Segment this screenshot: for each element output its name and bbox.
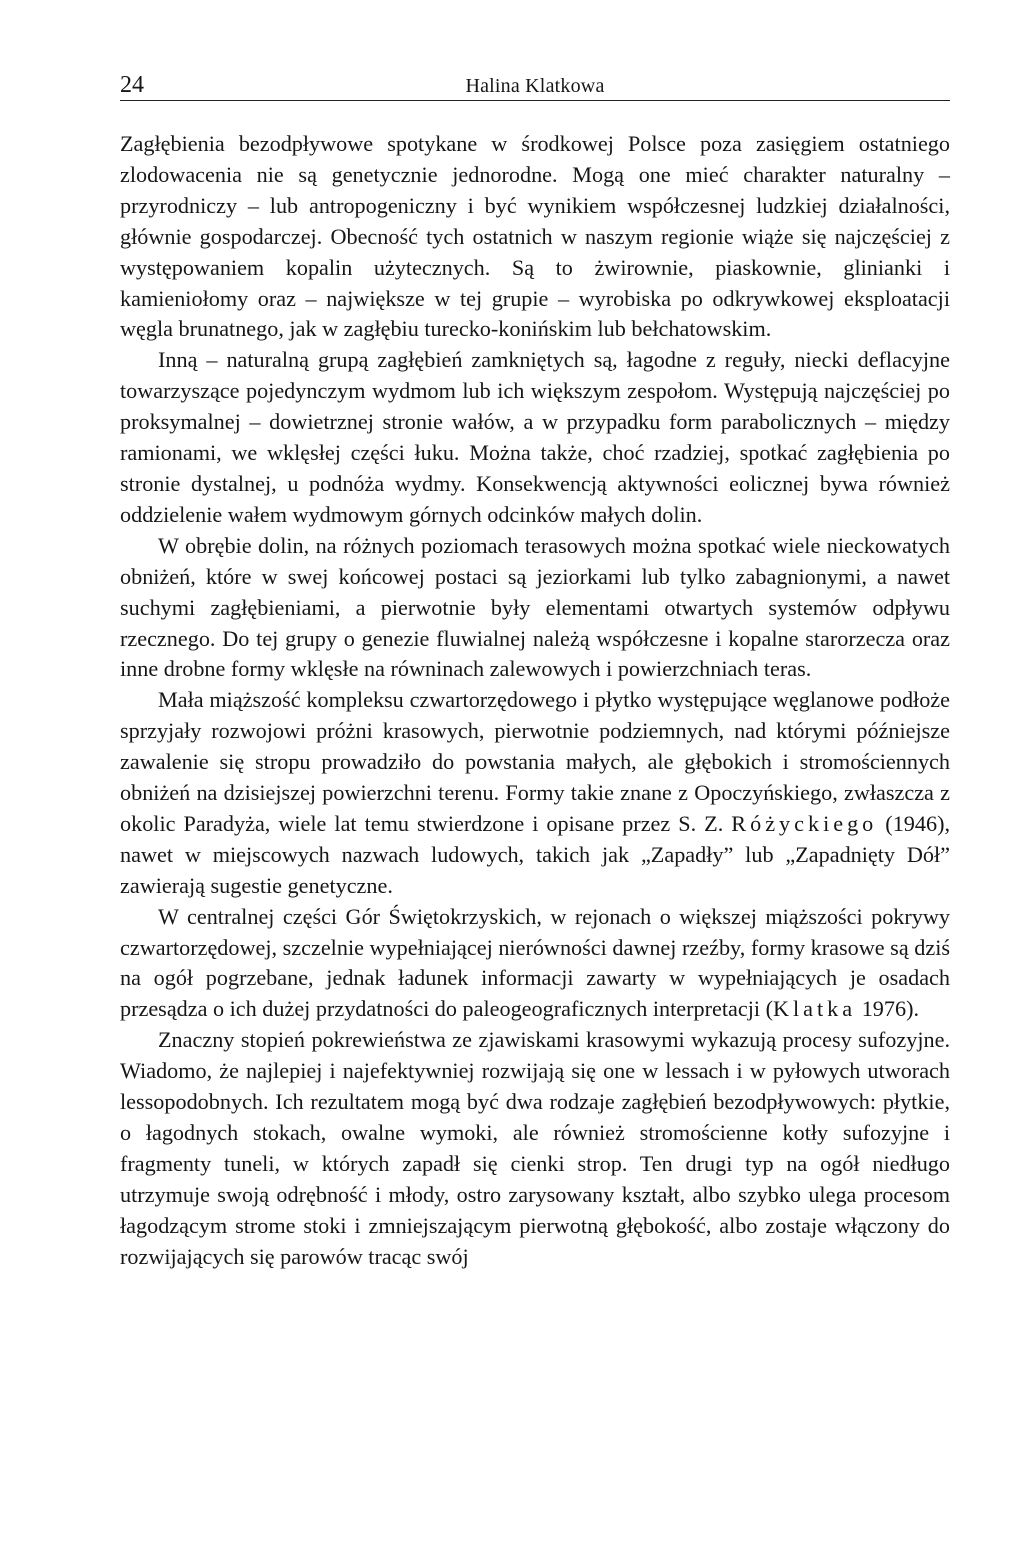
paragraph-text: Znaczny stopień pokrewieństwa ze zjawiskami krasowymi wykazują procesy sufozyjne. Wiadomo, że najlepiej i najefektywniej rozwijają się one w lessach i w pyłowych utworach lessopodobnych. Ich rezultatem mogą być dwa rodzaje zagłębień bezodpływowych: płytkie, o łagodnych stokach, owalne wymoki, ale również stromościenne kotły sufozyjne i fragmenty tuneli, w których zapadł się cienki strop. Ten drugi typ na ogół niedługo utrzymuje swoją odrębność i młody, ostro zarysowany kształt, albo szybko ulega procesom łagodzącym strome stoki i zmniejszającym pierwotną głębokość, albo zostaje włączony do rozwijających się parowów tracąc swój xyxy=(120,1027,950,1269)
paragraph-text: W centralnej części Gór Świętokrzyskich, w rejonach o większej miąższości pokrywy czwartorzędowej, szczelnie wypełniającej nierówności dawnej rzeźby, formy krasowe są dziś na ogół pogrzebane, jednak ładunek informacji zawarty w wypełniających je osadach przesądza o ich dużej przydatności do paleogeograficznych interpretacji ( xyxy=(120,903,950,1022)
page-header xyxy=(120,66,950,101)
paragraph-text: Zagłębienia bezodpływowe spotykane w środkowej Polsce poza zasięgiem ostatniego zlodowacenia nie są genetycznie jednorodne. Mogą one mieć charakter naturalny – przyrodniczy – lub antropogeniczny i być wynikiem współczesnej ludzkiej działalności, głównie gospodarczej. Obecność tych ostatnich w naszym regionie wiąże się najczęściej z występowaniem kopalin użytecznych. Są to żwirownie, piaskownie, glinianki i kamieniołomy oraz – największe w tej grupie – wyrobiska po odkrywkowej eksploatacji węgla brunatnego, jak w zagłębiu turecko-konińskim lub bełchatowskim. xyxy=(120,131,950,342)
running-head: Halina Klatkowa xyxy=(465,75,605,97)
cited-author: Klatka xyxy=(772,996,857,1022)
paragraph xyxy=(120,345,950,530)
page xyxy=(120,66,950,1273)
paragraph xyxy=(120,902,950,1026)
cited-author: Różyckiego xyxy=(731,810,878,836)
paragraph xyxy=(120,1025,950,1272)
paragraph-text: 1976). xyxy=(856,996,919,1022)
paragraph-text: Inną – naturalną grupą zagłębień zamkniętych są, łagodne z reguły, niecki deflacyjne towarzyszące pojedynczym wydmom lub ich większym zespołom. Występują najczęściej po proksymalnej – dowietrznej stronie wałów, a w przypadku form parabolicznych – między ramionami, we wklęsłej części łuku. Można także, choć rzadziej, spotkać zagłębienia po stronie dystalnej, u podnóża wydmy. Konsekwencją aktywności eolicznej bywa również oddzielenie wałem wydmowym górnych odcinków małych dolin. xyxy=(120,347,950,527)
paragraph-text: (1946), nawet w miejscowych nazwach ludowych, takich jak „Zapadły” lub „Zapadnięty Dół” zawierają sugestie genetyczne. xyxy=(120,810,951,898)
paragraph xyxy=(120,531,950,686)
paragraph xyxy=(120,129,950,345)
article-body xyxy=(120,129,950,1273)
page-number: 24 xyxy=(120,72,144,98)
paragraph xyxy=(120,685,950,901)
paragraph-text: Mała miąższość kompleksu czwartorzędowego i płytko występujące węglanowe podłoże sprzyjały rozwojowi próżni krasowych, pierwotnie podziemnych, nad którymi późniejsze zawalenie się stropu prowadziło do powstania małych, ale głębokich i stromościennych obniżeń na dzisiejszej powierzchni terenu. Formy takie znane z Opoczyńskiego, zwłaszcza z okolic Paradyża, wiele lat temu stwierdzone i opisane przez S. Z. xyxy=(120,687,950,836)
paragraph-text: W obrębie dolin, na różnych poziomach terasowych można spotkać wiele nieckowatych obniżeń, które w swej końcowej postaci są jeziorkami lub tylko zabagnionymi, a nawet suchymi zagłębieniami, a pierwotnie były elementami otwartych systemów odpływu rzecznego. Do tej grupy o genezie fluwialnej należą współczesne i kopalne starorzecza oraz inne drobne formy wklęsłe na równinach zalewowych i powierzchniach teras. xyxy=(120,532,950,682)
